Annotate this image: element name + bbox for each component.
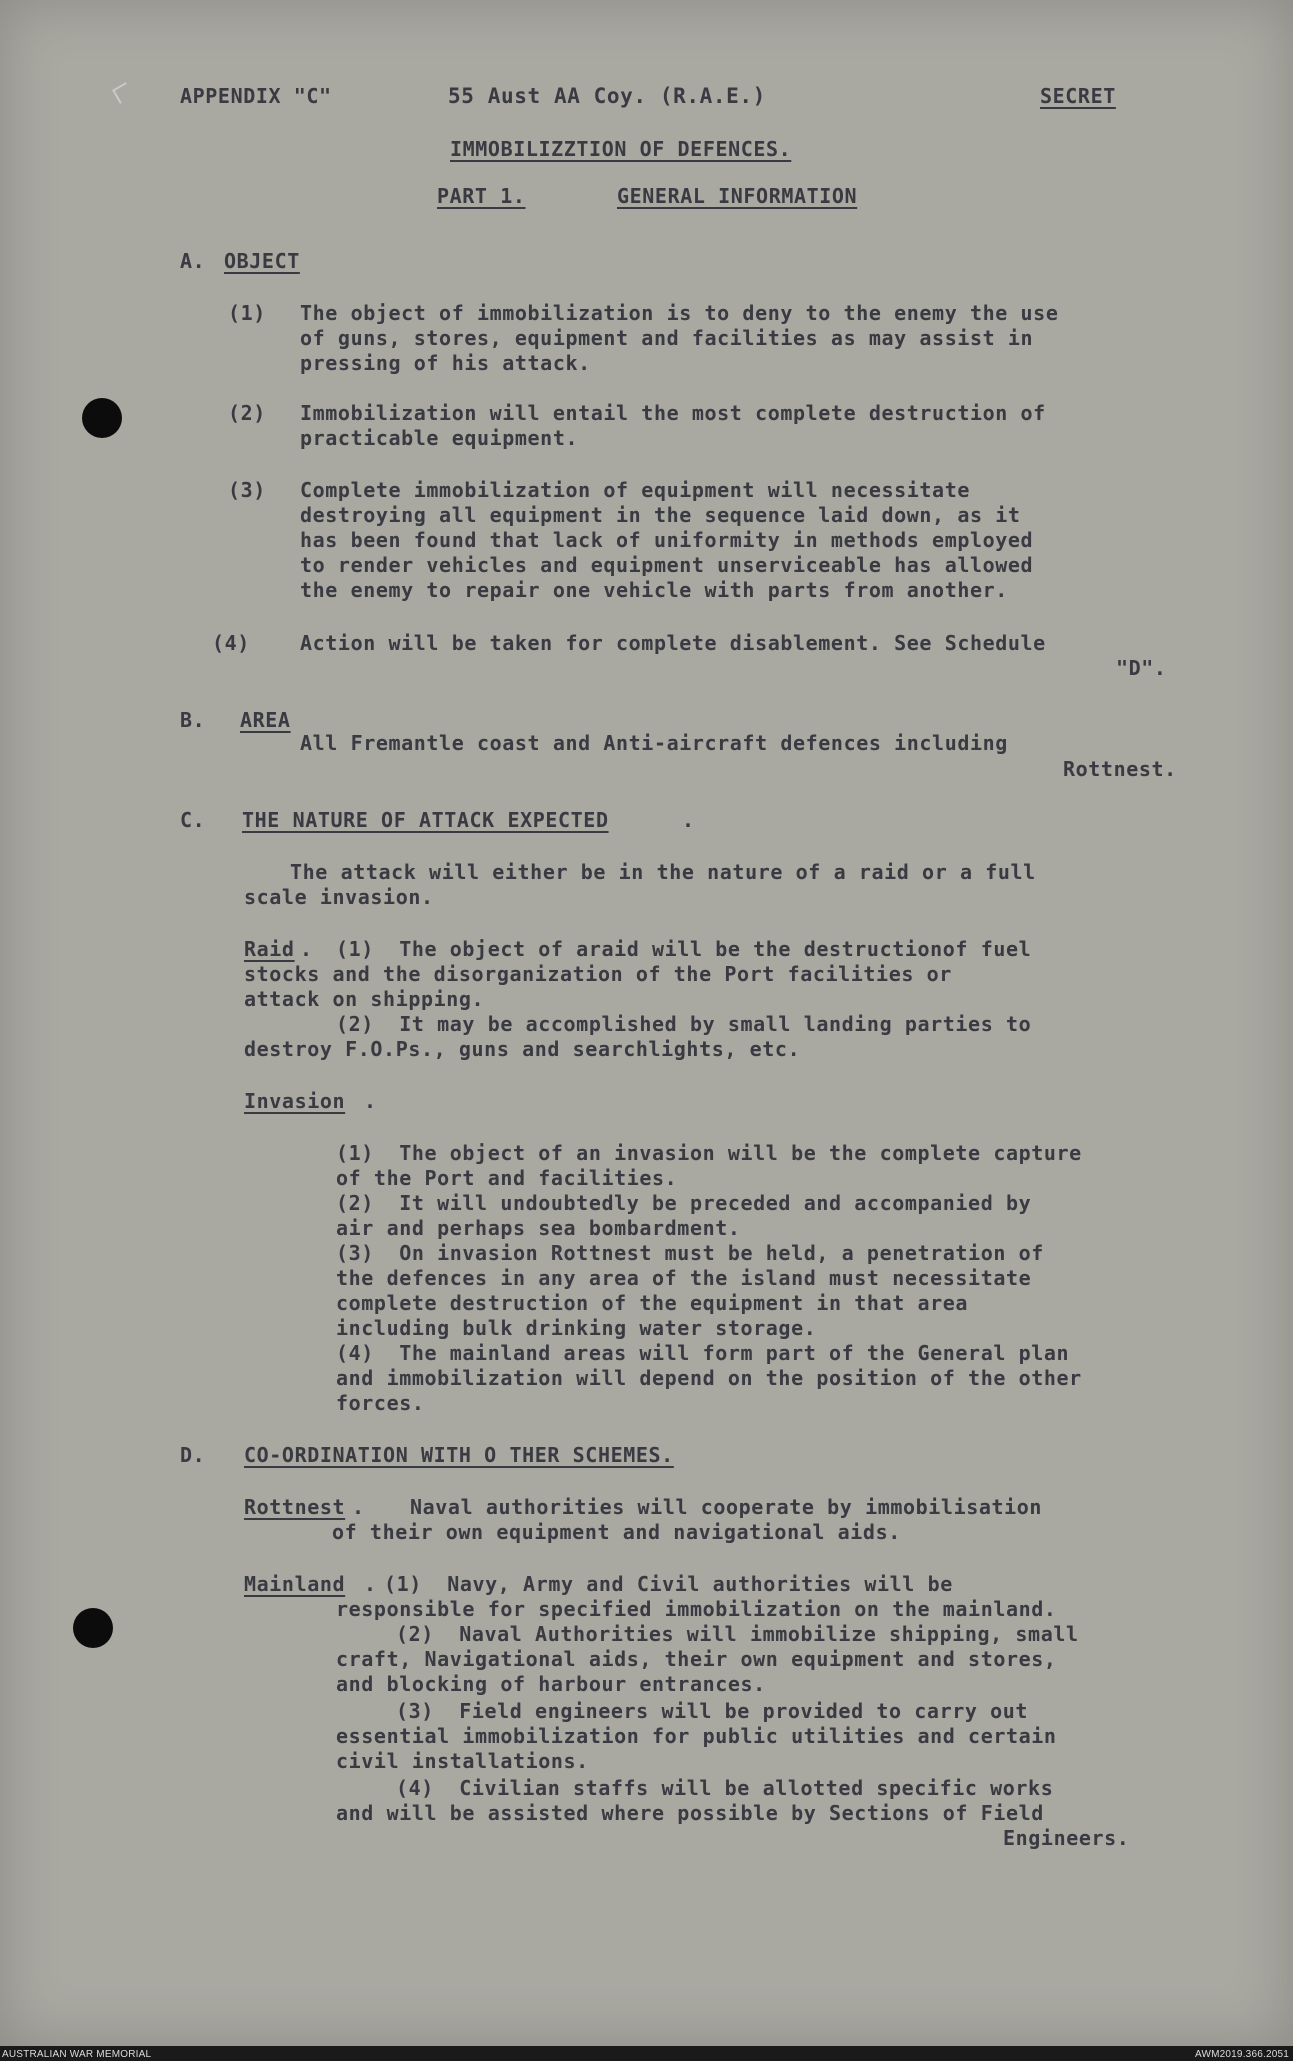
item-number: (2) (228, 401, 266, 425)
item-line: destroying all equipment in the sequence laid down, as it (300, 503, 1021, 527)
raid-line: stocks and the disorganization of the Port facilities or (244, 962, 952, 986)
invasion-line: complete destruction of the equipment in that area (336, 1291, 969, 1315)
mainland-line: craft, Navigational aids, their own equipment and stores, (336, 1647, 1057, 1671)
document-title: IMMOBILIZZTION OF DEFENCES. (450, 137, 792, 161)
raid-line: attack on shipping. (244, 987, 485, 1011)
section-heading: CO-ORDINATION WITH O THER SCHEMES. (244, 1443, 674, 1467)
section-heading: THE NATURE OF ATTACK EXPECTED (242, 808, 609, 832)
mainland-line: civil installations. (336, 1749, 589, 1773)
item-line: the enemy to repair one vehicle with parts from another. (300, 578, 1008, 602)
area-line: All Fremantle coast and Anti-aircraft defences including (300, 731, 1008, 755)
item-number: (1) (228, 301, 266, 325)
section-letter: D. (180, 1443, 206, 1467)
unit-name: 55 Aust AA Coy. (R.A.E.) (448, 84, 766, 108)
punch-hole (82, 398, 122, 438)
mainland-line: and will be assisted where possible by Sections of Field (336, 1801, 1044, 1825)
item-number: (3) (228, 478, 266, 502)
mainland-line: responsible for specified immobilization on the mainland. (336, 1597, 1057, 1621)
raid-line: (2) It may be accomplished by small landing parties to (336, 1012, 1032, 1036)
rottnest-label-period: . (352, 1495, 365, 1519)
part-title: GENERAL INFORMATION (617, 184, 858, 208)
mainland-line: (4) Civilian staffs will be allotted specific works (396, 1776, 1054, 1800)
invasion-line: air and perhaps sea bombardment. (336, 1216, 741, 1240)
item-line: of guns, stores, equipment and facilities as may assist in (300, 326, 1034, 350)
intro-line: scale invasion. (244, 885, 434, 909)
part-number: PART 1. (437, 184, 526, 208)
section-heading: AREA (240, 708, 291, 732)
invasion-line: forces. (336, 1391, 425, 1415)
item-line: Action will be taken for complete disablement. See Schedule (300, 631, 1046, 655)
appendix-label: APPENDIX "C" (180, 84, 332, 108)
invasion-line: the defences in any area of the island must necessitate (336, 1266, 1032, 1290)
mainland-line: and blocking of harbour entrances. (336, 1672, 766, 1696)
mainland-line: (1) Navy, Army and Civil authorities will be (384, 1572, 953, 1596)
invasion-line: of the Port and facilities. (336, 1166, 678, 1190)
invasion-label-period: . (364, 1089, 377, 1113)
item-number: (4) (212, 631, 250, 655)
mainland-line: (3) Field engineers will be provided to carry out (396, 1699, 1029, 1723)
raid-label-period: . (300, 937, 313, 961)
rottnest-line: Naval authorities will cooperate by immobilisation (410, 1495, 1043, 1519)
footer-accession-number: AWM2019.366.2051 (1194, 2049, 1289, 2060)
area-line: Rottnest. (1063, 757, 1177, 781)
section-letter: B. (180, 708, 206, 732)
item-line: has been found that lack of uniformity in methods employed (300, 528, 1034, 552)
classification: SECRET (1040, 84, 1116, 108)
item-line: pressing of his attack. (300, 351, 591, 375)
invasion-line: including bulk drinking water storage. (336, 1316, 817, 1340)
section-heading: OBJECT (224, 249, 300, 273)
item-line: Complete immobilization of equipment will necessitate (300, 478, 970, 502)
item-line: "D". (1116, 656, 1167, 680)
mainland-line: Engineers. (1003, 1826, 1130, 1850)
paper-mark (112, 82, 134, 104)
punch-hole (73, 1608, 113, 1648)
footer-credit: AUSTRALIAN WAR MEMORIAL (2, 2049, 152, 2060)
item-line: The object of immobilization is to deny to the enemy the use (300, 301, 1059, 325)
mainland-line: essential immobilization for public utilities and certain (336, 1724, 1057, 1748)
raid-line: destroy F.O.Ps., guns and searchlights, etc. (244, 1037, 801, 1061)
item-line: Immobilization will entail the most complete destruction of (300, 401, 1046, 425)
heading-period: . (682, 808, 695, 832)
item-line: practicable equipment. (300, 426, 579, 450)
invasion-line: (3) On invasion Rottnest must be held, a penetration of (336, 1241, 1044, 1265)
rottnest-label: Rottnest (244, 1495, 346, 1519)
mainland-line: (2) Naval Authorities will immobilize shipping, small (396, 1622, 1079, 1646)
section-letter: A. (180, 249, 206, 273)
raid-label: Raid (244, 937, 295, 961)
mainland-label: Mainland (244, 1572, 346, 1596)
section-letter: C. (180, 808, 206, 832)
mainland-label-period: . (364, 1572, 377, 1596)
rottnest-line: of their own equipment and navigational aids. (332, 1520, 901, 1544)
item-line: to render vehicles and equipment unserviceable has allowed (300, 553, 1034, 577)
invasion-label: Invasion (244, 1089, 346, 1113)
invasion-line: (2) It will undoubtedly be preceded and accompanied by (336, 1191, 1032, 1215)
invasion-line: (1) The object of an invasion will be the complete capture (336, 1141, 1082, 1165)
intro-line: The attack will either be in the nature of a raid or a full (290, 860, 1036, 884)
raid-line: (1) The object of araid will be the destructionof fuel (336, 937, 1032, 961)
invasion-line: (4) The mainland areas will form part of the General plan (336, 1341, 1070, 1365)
invasion-line: and immobilization will depend on the position of the other (336, 1366, 1082, 1390)
